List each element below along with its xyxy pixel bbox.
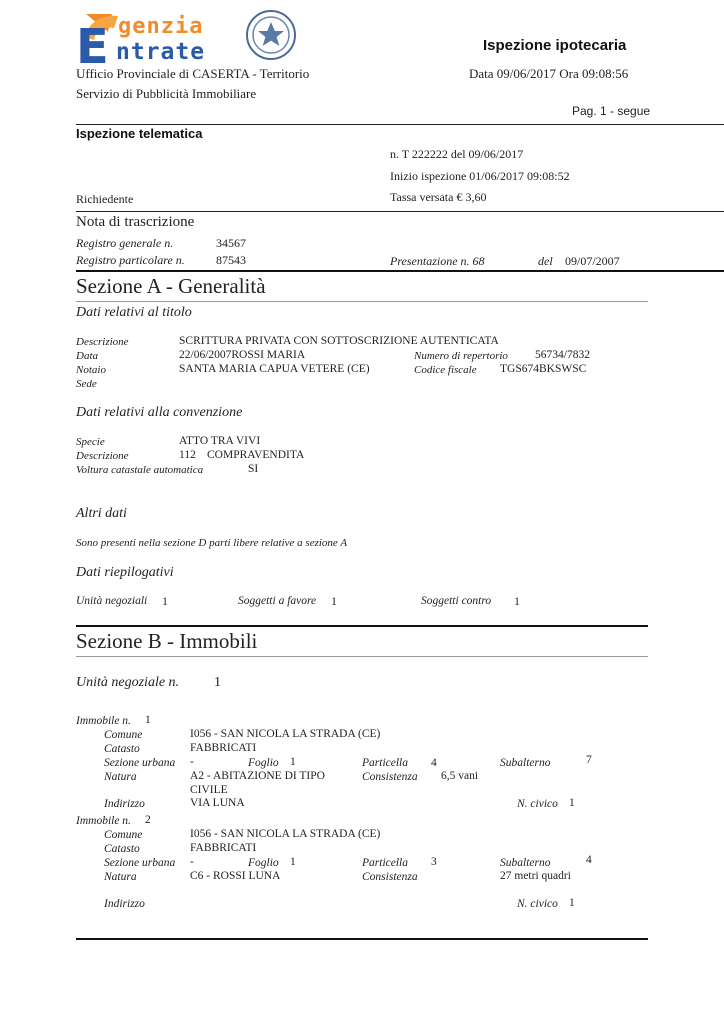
natura-label: Natura [104,771,137,783]
contro-label: Soggetti contro [421,595,492,607]
requester-label: Richiedente [76,192,134,206]
print-date-time: Data 09/06/2017 Ora 09:08:56 [469,66,629,81]
voltura-value: SI [248,463,259,475]
sezione-a-title: Sezione A - Generalità [76,274,266,298]
repertorio-value: 56734/7832 [535,349,590,361]
immobile-label: Immobile n. [76,715,131,727]
unita-label: Unità negoziali [76,595,148,607]
data-label: Data [76,350,98,362]
indirizzo-label: Indirizzo [104,898,145,910]
immobile-number: 2 [145,814,151,826]
service-name: Servizio di Pubblicità Immobiliare [76,86,257,101]
comune-label: Comune [104,729,143,741]
altri-heading: Altri dati [76,506,127,521]
sede-label: Sede [76,378,97,390]
subalterno-value: 4 [586,854,592,866]
particella-value: 3 [431,856,437,868]
civico-label: N. civico [517,798,558,810]
comune-value: I056 - SAN NICOLA LA STRADA (CE) [190,828,381,840]
contro-value: 1 [514,594,520,608]
sezione-urbana-value: - [190,756,194,768]
notaio-value: SANTA MARIA CAPUA VETERE (CE) [179,363,370,375]
del-label: del [538,254,553,268]
telematica-number: n. T 222222 del 09/06/2017 [390,147,524,161]
natura-value-continued: CIVILE [190,784,228,796]
sezione-urbana-label: Sezione urbana [104,857,176,869]
data-value: 22/06/2007ROSSI MARIA [179,349,306,361]
agency-logo [74,8,299,68]
descrizione2-value: COMPRAVENDITA [207,449,305,461]
descrizione-label: Descrizione [76,336,129,348]
consistenza-value: 6,5 vani [441,770,479,782]
sezione-b-title: Sezione B - Immobili [76,629,258,653]
convenzione-heading: Dati relativi alla convenzione [76,405,243,420]
riepilogo-heading: Dati riepilogativi [76,565,174,580]
catasto-label: Catasto [104,743,140,755]
fee-paid: Tassa versata € 3,60 [390,190,487,204]
del-value: 09/07/2007 [565,254,620,268]
natura-value: C6 - ROSSI LUNA [190,870,281,882]
natura-value: A2 - ABITAZIONE DI TIPO [190,770,325,782]
divider [76,625,648,627]
natura-label: Natura [104,871,137,883]
sezione-urbana-value: - [190,856,194,868]
specie-label: Specie [76,436,105,448]
descrizione2-code: 112 [179,449,196,461]
particella-value: 4 [431,757,437,769]
cf-label: Codice fiscale [414,364,477,376]
divider [76,938,648,940]
logo-text-bottom: ntrate [116,39,206,65]
divider [76,211,724,212]
svg-text:E: E [76,19,109,68]
logo-text-top: genzia [118,14,204,39]
immobile-label: Immobile n. [76,815,131,827]
unita-negoziale-label: Unità negoziale n. [76,675,180,690]
divider [76,301,648,302]
subalterno-label: Subalterno [500,757,551,769]
cf-value: TGS674BKSWSC [500,363,587,375]
specie-value: ATTO TRA VIVI [179,435,261,447]
subalterno-label: Subalterno [500,857,551,869]
divider [76,656,648,657]
repertorio-label: Numero di repertorio [414,350,508,362]
unita-value: 1 [162,594,168,608]
telematica-title: Ispezione telematica [76,126,203,141]
reg-part-value: 87543 [216,253,246,267]
civico-value: 1 [569,897,575,909]
catasto-value: FABBRICATI [190,842,257,854]
subalterno-value: 7 [586,754,592,766]
page-number: Pag. 1 - segue [572,104,651,118]
reg-gen-value: 34567 [216,236,246,250]
voltura-label: Voltura catastale automatica [76,464,204,476]
divider [76,124,724,125]
foglio-value: 1 [290,856,296,868]
unita-negoziale-value: 1 [214,675,221,690]
consistenza-label: Consistenza [362,771,418,783]
particella-label: Particella [362,757,408,769]
reg-part-label: Registro particolare n. [76,253,185,267]
comune-label: Comune [104,829,143,841]
divider [76,270,724,272]
comune-value: I056 - SAN NICOLA LA STRADA (CE) [190,728,381,740]
foglio-label: Foglio [248,757,279,769]
reg-gen-label: Registro generale n. [76,236,174,250]
sezione-urbana-label: Sezione urbana [104,757,176,769]
presentazione: Presentazione n. 68 [390,254,485,268]
indirizzo-value: VIA LUNA [190,797,245,809]
catasto-value: FABBRICATI [190,742,257,754]
favore-label: Soggetti a favore [238,595,317,607]
consistenza-label: Consistenza [362,871,418,883]
civico-value: 1 [569,797,575,809]
particella-label: Particella [362,857,408,869]
notaio-label: Notaio [76,364,106,376]
office-name: Ufficio Provinciale di CASERTA - Territorio [76,66,310,81]
civico-label: N. civico [517,898,558,910]
descrizione2-label: Descrizione [76,450,129,462]
indirizzo-label: Indirizzo [104,798,145,810]
favore-value: 1 [331,594,337,608]
foglio-label: Foglio [248,857,279,869]
foglio-value: 1 [290,756,296,768]
descrizione-value: SCRITTURA PRIVATA CON SOTTOSCRIZIONE AUTENTICATA [179,335,499,347]
titolo-heading: Dati relativi al titolo [76,305,192,320]
nota-title: Nota di trascrizione [76,214,195,230]
telematica-start: Inizio ispezione 01/06/2017 09:08:52 [390,169,570,183]
immobile-number: 1 [145,714,151,726]
consistenza-value: 27 metri quadri [500,870,571,882]
catasto-label: Catasto [104,843,140,855]
altri-text: Sono presenti nella sezione D parti libere relative a sezione A [76,537,348,549]
document-title: Ispezione ipotecaria [483,37,627,54]
